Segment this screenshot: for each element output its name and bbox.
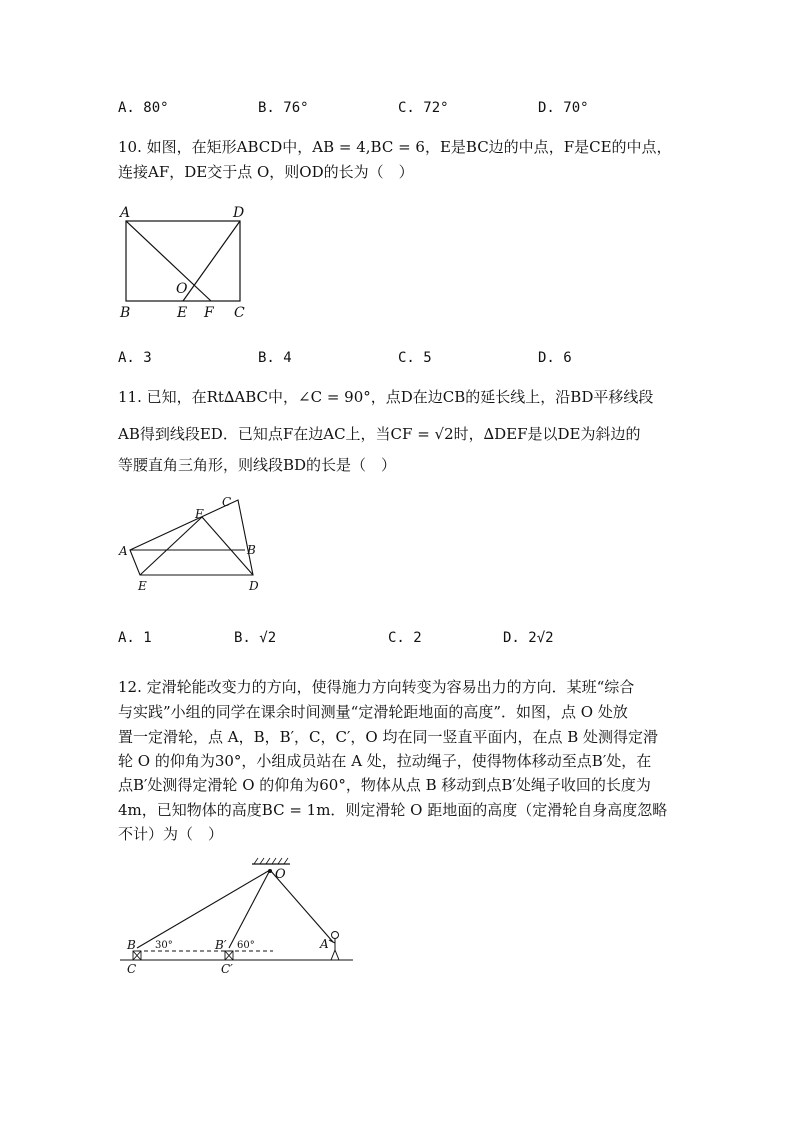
segment-ef xyxy=(140,517,202,575)
q10-rectangle-figure xyxy=(110,200,270,325)
q10-option-a[interactable]: A. 3 xyxy=(118,350,152,366)
q12-text-line2: 与实践”小组的同学在课余时间测量“定滑轮距地面的高度”．如图，点 O 处放 xyxy=(118,703,628,721)
label-b-prime: B′ xyxy=(215,938,227,952)
angle-60-label: 60° xyxy=(237,940,255,951)
label-b: B xyxy=(127,938,136,952)
quad-acde xyxy=(130,500,253,575)
label-c: C xyxy=(222,495,232,509)
q11-text-line2: AB得到线段ED．已知点F在边AC上，当CF = √2时，∆DEF是以DE为斜边的 xyxy=(118,425,641,443)
q9-option-c[interactable]: C. 72° xyxy=(398,100,449,116)
segment-af xyxy=(126,221,211,301)
label-f: F xyxy=(195,507,204,521)
q11-text-line3: 等腰直角三角形，则线段BD的长是（ ） xyxy=(118,456,397,474)
label-a: A xyxy=(120,205,131,221)
q12-text-line3: 置一定滑轮，点 A，B，B′，C，C′，O 均在同一竖直平面内，在点 B 处测得定滑 xyxy=(118,728,659,746)
q11-option-a[interactable]: A. 1 xyxy=(118,630,152,646)
q9-option-b[interactable]: B. 76° xyxy=(258,100,309,116)
segment-de xyxy=(183,221,240,301)
label-b: B xyxy=(247,543,256,557)
label-f: F xyxy=(204,305,214,321)
label-o: O xyxy=(176,281,188,297)
q11-option-c[interactable]: C. 2 xyxy=(388,630,422,646)
label-e: E xyxy=(177,305,188,321)
q11-triangle-figure xyxy=(110,490,280,600)
label-a: A xyxy=(320,937,329,951)
label-c: C xyxy=(127,962,137,976)
ceiling-hatch xyxy=(254,858,288,864)
q12-text-line5: 点B′处测得定滑轮 O 的仰角为60°，物体从点 B 移动到点B′处绳子收回的长度为 xyxy=(118,776,651,794)
q11-option-d[interactable]: D. 2√2 xyxy=(503,630,554,646)
q9-option-a[interactable]: A. 80° xyxy=(118,100,169,116)
q11-text-line1: 11. 已知，在Rt∆ABC中，∠C = 90°，点D在边CB的延长线上，沿BD平移线段 xyxy=(118,388,654,406)
q10-option-c[interactable]: C. 5 xyxy=(398,350,432,366)
pulley-point xyxy=(268,869,272,873)
label-b: B xyxy=(120,305,131,321)
q10-text-line2: 连接AF，DE交于点 O，则OD的长为（ ） xyxy=(118,163,414,181)
q10-option-b[interactable]: B. 4 xyxy=(258,350,292,366)
q9-option-d[interactable]: D. 70° xyxy=(538,100,589,116)
q11-option-b[interactable]: B. √2 xyxy=(234,630,277,646)
q12-text-line1: 12. 定滑轮能改变力的方向，使得施力方向转变为容易出力的方向．某班“综合 xyxy=(118,678,635,696)
label-c-prime: C′ xyxy=(221,962,233,976)
label-c: C xyxy=(234,305,245,321)
q12-text-line6: 4m，已知物体的高度BC = 1m．则定滑轮 O 距地面的高度（定滑轮自身高度忽略 xyxy=(118,801,668,819)
q12-text-line4: 轮 O 的仰角为30°，小组成员站在 A 处，拉动绳子，使得物体移动至点B′处，在 xyxy=(118,752,652,770)
label-d: D xyxy=(233,205,245,221)
angle-30-label: 30° xyxy=(155,940,173,951)
label-d: D xyxy=(249,579,259,593)
label-e: E xyxy=(138,579,147,593)
label-o: O xyxy=(275,867,286,882)
q10-text-line1: 10. 如图，在矩形ABCD中，AB = 4,BC = 6，E是BC边的中点，F是CE的中点， xyxy=(118,138,672,156)
q10-option-d[interactable]: D. 6 xyxy=(538,350,572,366)
segment-fd xyxy=(202,517,253,575)
q12-pulley-figure xyxy=(115,852,365,982)
q12-text-line7: 不计）为（ ） xyxy=(118,825,224,843)
person-icon xyxy=(329,932,339,961)
label-a: A xyxy=(119,544,128,558)
